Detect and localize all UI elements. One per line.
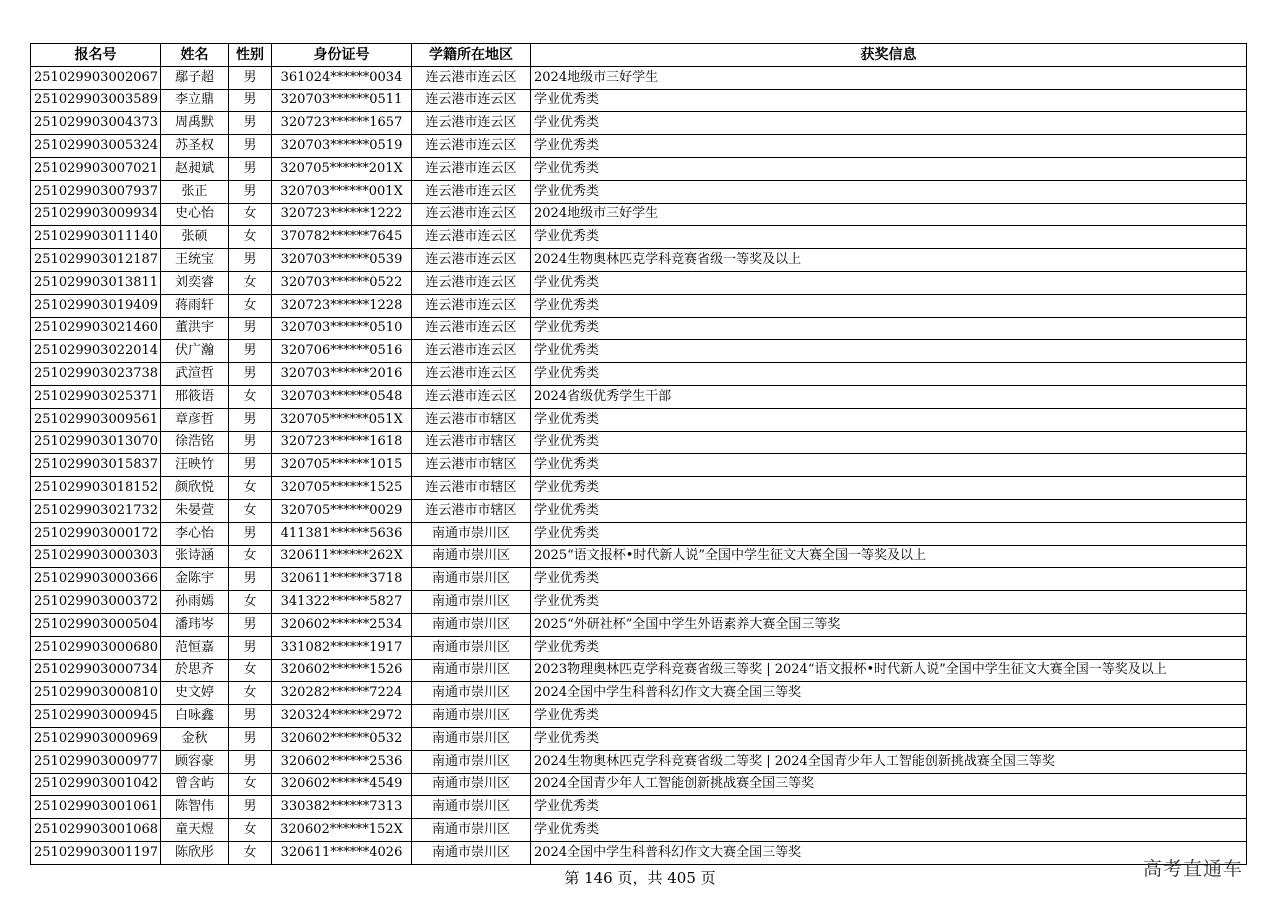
name-cell: 苏圣权	[161, 135, 229, 158]
gender-cell: 男	[229, 705, 272, 728]
award-info-cell: 2025“外研社杯”全国中学生外语素养大赛全国三等奖	[531, 613, 1247, 636]
gender-cell: 女	[229, 841, 272, 864]
award-info-cell: 学业优秀类	[531, 477, 1247, 500]
region-cell: 南通市崇川区	[412, 819, 531, 842]
name-cell: 王统宝	[161, 249, 229, 272]
table-row	[31, 89, 1247, 112]
id-number-cell: 331082******1917	[272, 636, 412, 659]
award-info-cell: 2024省级优秀学生干部	[531, 385, 1247, 408]
registration-number-cell: 251029903000680	[31, 636, 161, 659]
table-row	[31, 819, 1247, 842]
region-cell: 连云港市连云区	[412, 385, 531, 408]
registration-number-cell: 251029903001197	[31, 841, 161, 864]
name-cell: 范恒嘉	[161, 636, 229, 659]
id-number-cell: 320703******0522	[272, 271, 412, 294]
region-cell: 南通市崇川区	[412, 796, 531, 819]
award-info-cell: 2025“语文报杯•时代新人说”全国中学生征文大赛全国一等奖及以上	[531, 545, 1247, 568]
id-number-cell: 320723******1222	[272, 203, 412, 226]
name-cell: 於思齐	[161, 659, 229, 682]
gender-cell: 女	[229, 545, 272, 568]
name-cell: 徐浩铭	[161, 431, 229, 454]
id-number-cell: 320611******4026	[272, 841, 412, 864]
table-row	[31, 180, 1247, 203]
award-info-cell: 2024全国青少年人工智能创新挑战赛全国三等奖	[531, 773, 1247, 796]
award-info-cell: 2024生物奥林匹克学科竞赛省级二等奖 | 2024全国青少年人工智能创新挑战赛全国三等奖	[531, 750, 1247, 773]
registration-number-cell: 251029903007021	[31, 157, 161, 180]
id-number-cell: 320703******0548	[272, 385, 412, 408]
region-cell: 连云港市连云区	[412, 294, 531, 317]
region-cell: 连云港市市辖区	[412, 454, 531, 477]
name-cell: 朱晏萱	[161, 499, 229, 522]
gender-cell: 女	[229, 477, 272, 500]
name-cell: 孙雨嫣	[161, 591, 229, 614]
award-info-cell: 学业优秀类	[531, 180, 1247, 203]
award-info-cell: 学业优秀类	[531, 796, 1247, 819]
registration-number-cell: 251029903000969	[31, 727, 161, 750]
gender-cell: 男	[229, 408, 272, 431]
name-cell: 童天煜	[161, 819, 229, 842]
registration-number-cell: 251029903000372	[31, 591, 161, 614]
id-number-cell: 320723******1657	[272, 112, 412, 135]
table-row	[31, 773, 1247, 796]
id-number-cell: 320723******1618	[272, 431, 412, 454]
award-info-cell: 学业优秀类	[531, 819, 1247, 842]
region-cell: 连云港市连云区	[412, 340, 531, 363]
region-cell: 南通市崇川区	[412, 727, 531, 750]
gender-cell: 女	[229, 294, 272, 317]
name-cell: 陈欣彤	[161, 841, 229, 864]
registration-number-cell: 251029903000303	[31, 545, 161, 568]
name-cell: 金陈宇	[161, 568, 229, 591]
registration-number-cell: 251029903021732	[31, 499, 161, 522]
id-number-cell: 320703******001X	[272, 180, 412, 203]
award-info-cell: 学业优秀类	[531, 522, 1247, 545]
id-number-cell: 320602******1526	[272, 659, 412, 682]
gender-cell: 男	[229, 727, 272, 750]
id-number-cell: 320703******2016	[272, 363, 412, 386]
name-cell: 刘奕睿	[161, 271, 229, 294]
award-info-cell: 2023物理奥林匹克学科竞赛省级三等奖 | 2024“语文报杯•时代新人说”全国中学生征文大赛全国一等奖及以上	[531, 659, 1247, 682]
registration-number-cell: 251029903023738	[31, 363, 161, 386]
award-info-cell: 学业优秀类	[531, 271, 1247, 294]
region-cell: 连云港市连云区	[412, 317, 531, 340]
award-info-cell: 学业优秀类	[531, 705, 1247, 728]
gender-cell: 男	[229, 796, 272, 819]
gender-cell: 男	[229, 613, 272, 636]
registration-number-cell: 251029903009561	[31, 408, 161, 431]
name-cell: 张诗涵	[161, 545, 229, 568]
region-cell: 南通市崇川区	[412, 841, 531, 864]
name-cell: 董洪宇	[161, 317, 229, 340]
registration-number-cell: 251029903000945	[31, 705, 161, 728]
registration-number-cell: 251029903001042	[31, 773, 161, 796]
name-cell: 金秋	[161, 727, 229, 750]
id-number-cell: 320703******0519	[272, 135, 412, 158]
id-number-cell: 320703******0510	[272, 317, 412, 340]
id-number-cell: 320705******1015	[272, 454, 412, 477]
id-number-cell: 320723******1228	[272, 294, 412, 317]
table-row	[31, 157, 1247, 180]
gender-cell: 男	[229, 135, 272, 158]
name-cell: 周禹默	[161, 112, 229, 135]
region-cell: 南通市崇川区	[412, 545, 531, 568]
id-number-cell: 341322******5827	[272, 591, 412, 614]
registration-number-cell: 251029903001068	[31, 819, 161, 842]
registration-number-cell: 251029903007937	[31, 180, 161, 203]
registration-number-cell: 251029903025371	[31, 385, 161, 408]
award-info-cell: 学业优秀类	[531, 636, 1247, 659]
gender-cell: 男	[229, 454, 272, 477]
id-number-cell: 320611******3718	[272, 568, 412, 591]
header-award-info: 获奖信息	[531, 44, 1247, 67]
region-cell: 连云港市连云区	[412, 112, 531, 135]
id-number-cell: 320706******0516	[272, 340, 412, 363]
table-row	[31, 66, 1247, 89]
region-cell: 南通市崇川区	[412, 568, 531, 591]
gender-cell: 女	[229, 591, 272, 614]
registration-number-cell: 251029903013811	[31, 271, 161, 294]
award-info-cell: 学业优秀类	[531, 135, 1247, 158]
award-info-cell: 2024地级市三好学生	[531, 203, 1247, 226]
id-number-cell: 320705******0029	[272, 499, 412, 522]
table-row	[31, 363, 1247, 386]
region-cell: 连云港市连云区	[412, 89, 531, 112]
table-row	[31, 727, 1247, 750]
table-row	[31, 568, 1247, 591]
gender-cell: 男	[229, 431, 272, 454]
header-name: 姓名	[161, 44, 229, 67]
registration-number-cell: 251029903000504	[31, 613, 161, 636]
id-number-cell: 320705******1525	[272, 477, 412, 500]
id-number-cell: 320703******0511	[272, 89, 412, 112]
gender-cell: 男	[229, 180, 272, 203]
name-cell: 章彦哲	[161, 408, 229, 431]
award-info-cell: 学业优秀类	[531, 431, 1247, 454]
name-cell: 潘玮岑	[161, 613, 229, 636]
table-row	[31, 796, 1247, 819]
name-cell: 白咏鑫	[161, 705, 229, 728]
roster-table	[30, 43, 1247, 865]
award-info-cell: 学业优秀类	[531, 363, 1247, 386]
region-cell: 连云港市连云区	[412, 203, 531, 226]
header-id-number: 身份证号	[272, 44, 412, 67]
gender-cell: 女	[229, 682, 272, 705]
registration-number-cell: 251029903000172	[31, 522, 161, 545]
id-number-cell: 320602******4549	[272, 773, 412, 796]
table-row	[31, 522, 1247, 545]
gender-cell: 男	[229, 112, 272, 135]
region-cell: 连云港市连云区	[412, 135, 531, 158]
region-cell: 连云港市连云区	[412, 66, 531, 89]
gender-cell: 女	[229, 499, 272, 522]
award-info-cell: 学业优秀类	[531, 157, 1247, 180]
id-number-cell: 320602******2534	[272, 613, 412, 636]
gender-cell: 男	[229, 750, 272, 773]
region-cell: 南通市崇川区	[412, 659, 531, 682]
gender-cell: 男	[229, 636, 272, 659]
registration-number-cell: 251029903009934	[31, 203, 161, 226]
table-row	[31, 408, 1247, 431]
award-info-cell: 学业优秀类	[531, 89, 1247, 112]
region-cell: 连云港市市辖区	[412, 431, 531, 454]
award-info-cell: 学业优秀类	[531, 294, 1247, 317]
award-info-cell: 学业优秀类	[531, 226, 1247, 249]
award-info-cell: 2024全国中学生科普科幻作文大赛全国三等奖	[531, 682, 1247, 705]
table-row	[31, 750, 1247, 773]
name-cell: 鄢子超	[161, 66, 229, 89]
gender-cell: 女	[229, 226, 272, 249]
id-number-cell: 361024******0034	[272, 66, 412, 89]
id-number-cell: 320611******262X	[272, 545, 412, 568]
registration-number-cell: 251029903000977	[31, 750, 161, 773]
gender-cell: 男	[229, 157, 272, 180]
registration-number-cell: 251029903002067	[31, 66, 161, 89]
gender-cell: 女	[229, 659, 272, 682]
page-footer: 第 146 页，共 405 页	[564, 869, 716, 887]
table-row	[31, 135, 1247, 158]
gender-cell: 男	[229, 568, 272, 591]
table-row	[31, 226, 1247, 249]
registration-number-cell: 251029903015837	[31, 454, 161, 477]
registration-number-cell: 251029903012187	[31, 249, 161, 272]
gender-cell: 男	[229, 89, 272, 112]
table-row	[31, 499, 1247, 522]
award-info-cell: 学业优秀类	[531, 568, 1247, 591]
gender-cell: 男	[229, 522, 272, 545]
region-cell: 连云港市市辖区	[412, 408, 531, 431]
name-cell: 张硕	[161, 226, 229, 249]
table-row	[31, 249, 1247, 272]
registration-number-cell: 251029903001061	[31, 796, 161, 819]
gender-cell: 女	[229, 385, 272, 408]
region-cell: 南通市崇川区	[412, 750, 531, 773]
name-cell: 张正	[161, 180, 229, 203]
region-cell: 南通市崇川区	[412, 636, 531, 659]
award-info-cell: 2024地级市三好学生	[531, 66, 1247, 89]
registration-number-cell: 251029903022014	[31, 340, 161, 363]
table-row	[31, 431, 1247, 454]
table-row	[31, 659, 1247, 682]
table-row	[31, 636, 1247, 659]
table-row	[31, 203, 1247, 226]
registration-number-cell: 251029903000810	[31, 682, 161, 705]
table-row	[31, 591, 1247, 614]
id-number-cell: 320602******2536	[272, 750, 412, 773]
name-cell: 颜欣悦	[161, 477, 229, 500]
name-cell: 蒋雨轩	[161, 294, 229, 317]
id-number-cell: 320602******152X	[272, 819, 412, 842]
award-info-cell: 2024生物奥林匹克学科竞赛省级一等奖及以上	[531, 249, 1247, 272]
header-gender: 性别	[229, 44, 272, 67]
award-info-cell: 学业优秀类	[531, 317, 1247, 340]
id-number-cell: 370782******7645	[272, 226, 412, 249]
award-info-cell: 学业优秀类	[531, 112, 1247, 135]
table-row	[31, 317, 1247, 340]
name-cell: 陈智伟	[161, 796, 229, 819]
table-row	[31, 385, 1247, 408]
id-number-cell: 320705******201X	[272, 157, 412, 180]
region-cell: 南通市崇川区	[412, 591, 531, 614]
name-cell: 赵昶斌	[161, 157, 229, 180]
registration-number-cell: 251029903005324	[31, 135, 161, 158]
gender-cell: 男	[229, 363, 272, 386]
id-number-cell: 320602******0532	[272, 727, 412, 750]
award-info-cell: 学业优秀类	[531, 454, 1247, 477]
table-row	[31, 705, 1247, 728]
table-row	[31, 454, 1247, 477]
table-header-row	[31, 44, 1247, 67]
table-row	[31, 477, 1247, 500]
gender-cell: 女	[229, 819, 272, 842]
gender-cell: 女	[229, 271, 272, 294]
award-info-cell: 学业优秀类	[531, 727, 1247, 750]
award-info-cell: 学业优秀类	[531, 408, 1247, 431]
id-number-cell: 320324******2972	[272, 705, 412, 728]
table-row	[31, 294, 1247, 317]
name-cell: 顾容豪	[161, 750, 229, 773]
table-row	[31, 613, 1247, 636]
region-cell: 连云港市市辖区	[412, 477, 531, 500]
header-registration-number: 报名号	[31, 44, 161, 67]
region-cell: 南通市崇川区	[412, 613, 531, 636]
registration-number-cell: 251029903019409	[31, 294, 161, 317]
table-row	[31, 841, 1247, 864]
id-number-cell: 330382******7313	[272, 796, 412, 819]
region-cell: 南通市崇川区	[412, 773, 531, 796]
table-row	[31, 682, 1247, 705]
name-cell: 邢筱语	[161, 385, 229, 408]
id-number-cell: 411381******5636	[272, 522, 412, 545]
table-body	[31, 66, 1247, 864]
registration-number-cell: 251029903000366	[31, 568, 161, 591]
name-cell: 史心怡	[161, 203, 229, 226]
region-cell: 南通市崇川区	[412, 682, 531, 705]
registration-number-cell: 251029903000734	[31, 659, 161, 682]
registration-number-cell: 251029903013070	[31, 431, 161, 454]
award-info-cell: 2024全国中学生科普科幻作文大赛全国三等奖	[531, 841, 1247, 864]
name-cell: 汪映竹	[161, 454, 229, 477]
gender-cell: 女	[229, 773, 272, 796]
gender-cell: 男	[229, 249, 272, 272]
region-cell: 连云港市连云区	[412, 363, 531, 386]
gender-cell: 男	[229, 317, 272, 340]
id-number-cell: 320703******0539	[272, 249, 412, 272]
region-cell: 南通市崇川区	[412, 705, 531, 728]
registration-number-cell: 251029903018152	[31, 477, 161, 500]
region-cell: 连云港市连云区	[412, 180, 531, 203]
registration-number-cell: 251029903004373	[31, 112, 161, 135]
region-cell: 连云港市连云区	[412, 249, 531, 272]
header-region: 学籍所在地区	[412, 44, 531, 67]
table-row	[31, 340, 1247, 363]
award-info-cell: 学业优秀类	[531, 340, 1247, 363]
table-row	[31, 112, 1247, 135]
award-info-cell: 学业优秀类	[531, 499, 1247, 522]
id-number-cell: 320282******7224	[272, 682, 412, 705]
registration-number-cell: 251029903011140	[31, 226, 161, 249]
gender-cell: 男	[229, 340, 272, 363]
award-info-cell: 学业优秀类	[531, 591, 1247, 614]
region-cell: 连云港市连云区	[412, 271, 531, 294]
gender-cell: 男	[229, 66, 272, 89]
name-cell: 伏广瀚	[161, 340, 229, 363]
region-cell: 连云港市连云区	[412, 157, 531, 180]
region-cell: 连云港市市辖区	[412, 499, 531, 522]
name-cell: 李立鼎	[161, 89, 229, 112]
region-cell: 连云港市连云区	[412, 226, 531, 249]
gender-cell: 女	[229, 203, 272, 226]
registration-number-cell: 251029903021460	[31, 317, 161, 340]
name-cell: 史文婷	[161, 682, 229, 705]
table-row	[31, 271, 1247, 294]
table-row	[31, 545, 1247, 568]
name-cell: 武渲哲	[161, 363, 229, 386]
id-number-cell: 320705******051X	[272, 408, 412, 431]
region-cell: 南通市崇川区	[412, 522, 531, 545]
watermark: 高考直通车	[1143, 858, 1244, 880]
registration-number-cell: 251029903003589	[31, 89, 161, 112]
name-cell: 曾含屿	[161, 773, 229, 796]
name-cell: 李心怡	[161, 522, 229, 545]
